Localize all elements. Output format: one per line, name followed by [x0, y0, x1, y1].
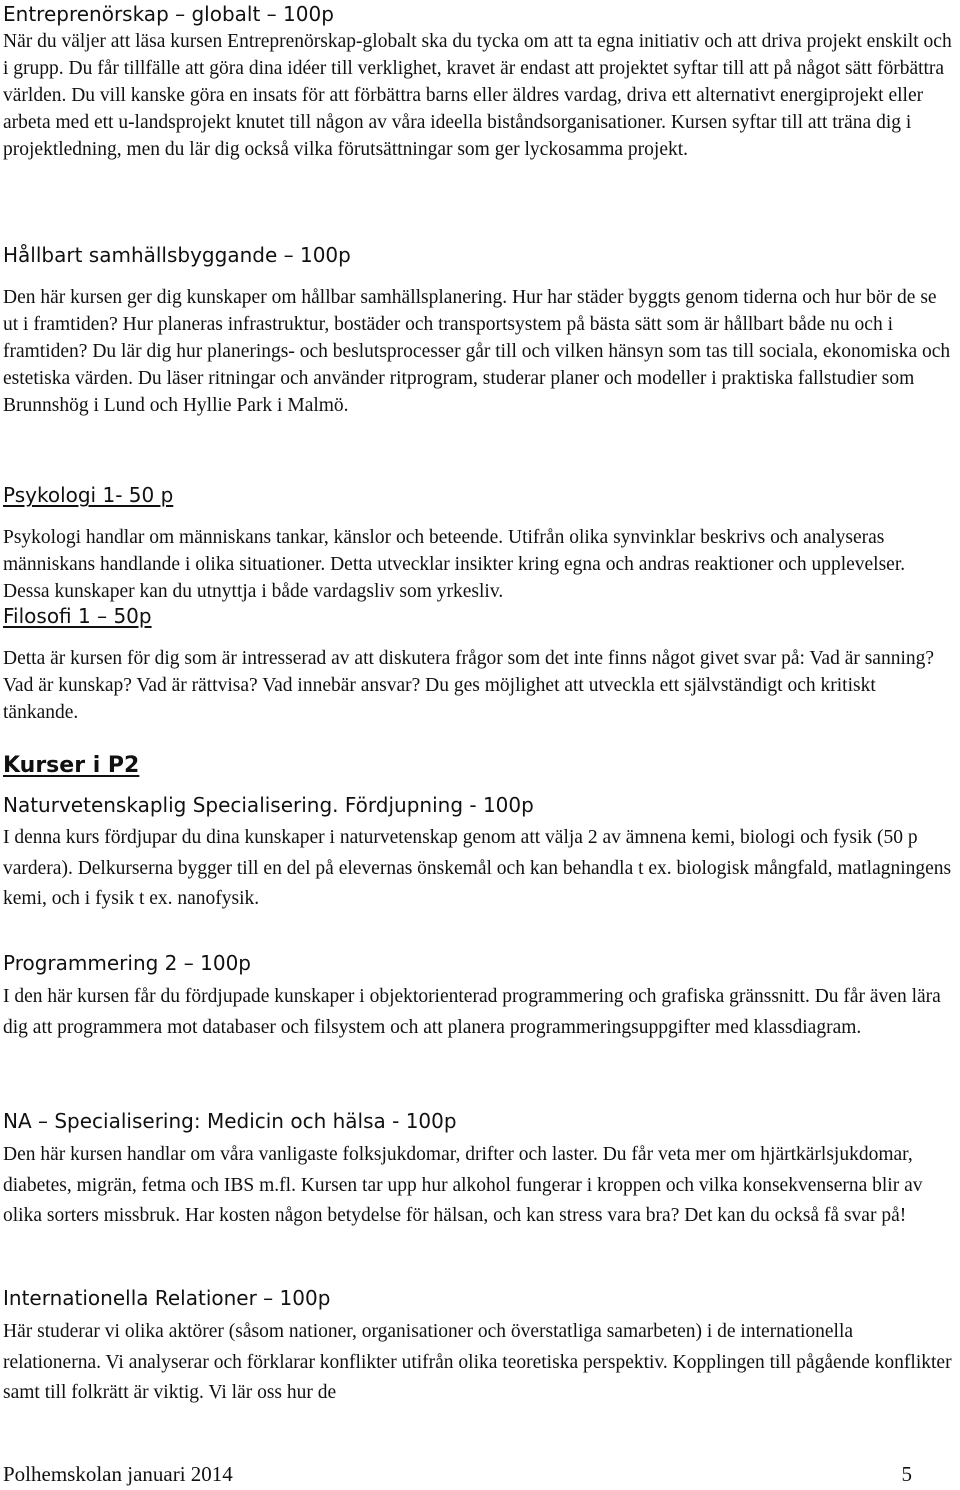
heading-hallbart-samhallsbyggande: Hållbart samhällsbyggande – 100p: [3, 243, 351, 267]
heading-filosofi: Filosofi 1 – 50p: [3, 604, 152, 628]
text-filosofi: Detta är kursen för dig som är intresserad av att diskutera frågor som det inte finns något givet svar på: Vad är sanning? Vad är kunskap? Vad är rättvisa? Vad innebär ansvar? Du ges möjlighet att utveckla ett självständigt och kritiskt tänkande.: [3, 648, 935, 723]
heading-medicin-och-halsa: NA – Specialisering: Medicin och hälsa - 100p: [3, 1109, 457, 1133]
text-hallbart-samhallsbyggande: Den här kursen ger dig kunskaper om hållbar samhällsplanering. Hur har städer byggts genom tiderna och hur bör de se ut i framtiden? Hur planeras infrastruktur, bostäder och transportsystem på bästa sätt som är hållbart både nu och i framtiden? Du lär dig hur planerings- och beslutsprocesser går till och vilken hänsyn som tas till sociala, ekonomiska och estetiska värden. Du läser ritningar och använder ritprogram, studerar planer och modeller i praktiska fallstudier som Brunnshög i Lund och Hyllie Park i Malmö.: [3, 287, 951, 416]
text-internationella-relationer: Här studerar vi olika aktörer (såsom nationer, organisationer och överstatliga samarbeten) i de internationella relationerna. Vi analyserar och förklarar konflikter utifrån olika teoretiska perspektiv. Kopplingen till pågående konflikter samt till folkrätt är viktig. Vi lär oss hur de: [3, 1321, 952, 1403]
text-programmering-2: I den här kursen får du fördjupade kunskaper i objektorienterad programmering och grafiska gränssnitt. Du får även lära dig att programmera mot databaser och filsystem och att planera programmeringsuppgifter med klassdiagram.: [3, 986, 941, 1038]
heading-internationella-relationer: Internationella Relationer – 100p: [3, 1286, 331, 1310]
heading-naturvetenskaplig-specialisering: Naturvetenskaplig Specialisering. Fördjupning - 100p: [3, 793, 534, 817]
footer-page-number: 5: [901, 1462, 912, 1486]
page-footer: [3, 1462, 912, 1487]
heading-entreprenorskap: Entreprenörskap – globalt – 100p: [3, 2, 334, 26]
text-psykologi: Psykologi handlar om människans tankar, känslor och beteende. Utifrån olika synvinklar beskrivs och analyseras människans handlande i olika situationer. Detta utvecklar insikter kring egna och andras reaktioner och upplevelser. Dessa kunskaper kan du utnyttja i både vardagsliv som yrkesliv.: [3, 527, 906, 602]
text-entreprenorskap: När du väljer att läsa kursen Entreprenörskap-globalt ska du tycka om att ta egna initiativ och att driva projekt enskilt och i grupp. Du får tillfälle att göra dina idéer till verklighet, kravet är endast att projektet syftar till att på något sätt förbättra världen. Du vill kanske göra en insats för att förbättra barns eller äldres vardag, driva ett alternativt energiprojekt eller arbeta med ett u-landsprojekt knutet till någon av våra ideella biståndsorganisationer. Kursen syftar till att träna dig i projektledning, men du lär dig också vilka förutsättningar som ger lyckosamma projekt.: [3, 31, 952, 160]
heading-programmering-2: Programmering 2 – 100p: [3, 951, 251, 975]
text-naturvetenskaplig-specialisering: I denna kurs fördjupar du dina kunskaper i naturvetenskap genom att välja 2 av ämnena kemi, biologi och fysik (50 p vardera). Delkurserna bygger till en del på elevernas önskemål och kan behandla t ex. biologisk mångfald, matlagningens kemi, och i fysik t ex. nanofysik.: [3, 827, 952, 909]
text-medicin-och-halsa: Den här kursen handlar om våra vanligaste folksjukdomar, drifter och laster. Du får veta mer om hjärtkärlsjukdomar, diabetes, migrän, fetma och IBS m.fl. Kursen tar upp hur alkohol fungerar i kroppen och vilka konsekvenserna blir av olika sorters missbruk. Har kosten någon betydelse för hälsan, och kan stress vara bra? Det kan du också få svar på!: [3, 1144, 923, 1226]
heading-kurser-i-p2: Kurser i P2: [3, 753, 140, 778]
footer-school-date: Polhemskolan januari 2014: [3, 1462, 233, 1486]
heading-psykologi: Psykologi 1- 50 p: [3, 483, 174, 507]
